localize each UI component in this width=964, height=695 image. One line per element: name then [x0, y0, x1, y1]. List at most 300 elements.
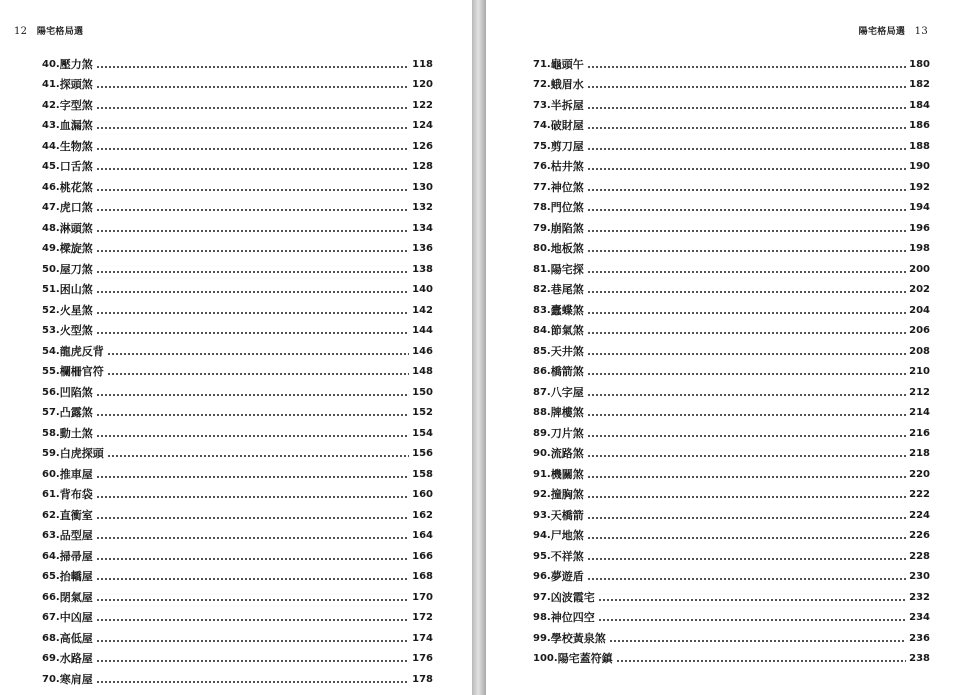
- toc-entry-title: 陽宅探: [550, 262, 584, 276]
- toc-entry-number: 46.: [42, 181, 60, 193]
- toc-entry-page: 138: [412, 263, 433, 275]
- toc-entry: [42, 625, 433, 646]
- dot-leader: [96, 147, 409, 151]
- toc-entry: [42, 605, 433, 626]
- toc-entry-title: 虎口煞: [59, 201, 93, 214]
- dot-leader: [96, 208, 409, 212]
- toc-entry: [42, 482, 433, 503]
- toc-entry: [533, 297, 930, 318]
- toc-entry-number: 72.: [533, 79, 551, 90]
- toc-entry-page: 130: [412, 181, 433, 193]
- toc-entry-title: 動土煞: [59, 426, 93, 440]
- toc-entry-title: 地板煞: [550, 242, 584, 255]
- toc-entry-page: 202: [909, 284, 930, 295]
- dot-leader: [598, 618, 906, 622]
- dot-leader: [96, 577, 409, 581]
- toc-entry: [42, 236, 433, 257]
- dot-leader: [587, 393, 906, 397]
- toc-entry-number: 62.: [42, 509, 60, 521]
- toc-entry-number: 66.: [42, 591, 60, 603]
- toc-entry-page: 162: [412, 509, 433, 521]
- toc-entry: [533, 625, 930, 646]
- toc-entry-number: 79.: [533, 222, 551, 234]
- toc-entry-number: 96.: [533, 571, 551, 582]
- toc-entry-number: 43.: [42, 120, 60, 131]
- toc-entry: [42, 420, 433, 441]
- toc-entry-page: 122: [412, 99, 433, 111]
- toc-entry-number: 58.: [42, 427, 60, 439]
- toc-entry: [42, 277, 433, 298]
- toc-entry: [42, 646, 433, 667]
- dot-leader: [96, 126, 409, 130]
- dot-leader: [96, 65, 409, 69]
- toc-entry-page: 198: [909, 243, 930, 254]
- toc-entry-number: 86.: [533, 366, 551, 377]
- dot-leader: [107, 352, 409, 356]
- toc-entry-title: 巷尾煞: [550, 283, 584, 296]
- toc-entry-number: 63.: [42, 530, 60, 541]
- toc-entry: [533, 359, 930, 380]
- toc-entry-page: 140: [412, 284, 433, 295]
- toc-entry-title: 閉氣屋: [59, 590, 93, 604]
- toc-entry-title: 崩陷煞: [550, 221, 584, 235]
- toc-entry-number: 80.: [533, 243, 551, 254]
- toc-entry-number: 74.: [533, 120, 551, 131]
- dot-leader: [96, 618, 409, 622]
- toc-entry-number: 68.: [42, 632, 60, 644]
- toc-entry-page: 156: [412, 448, 433, 459]
- toc-entry: [533, 400, 930, 421]
- toc-entry-number: 71.: [533, 58, 551, 70]
- toc-entry-page: 196: [909, 222, 930, 234]
- toc-entry-title: 尸地煞: [550, 529, 584, 542]
- toc-entry-title: 橋箭煞: [550, 365, 584, 378]
- toc-entry-page: 194: [909, 202, 930, 213]
- toc-entry-title: 背布袋: [59, 488, 93, 501]
- toc-entry-number: 55.: [42, 366, 60, 377]
- toc-entry-number: 92.: [533, 489, 551, 500]
- dot-leader: [587, 413, 906, 417]
- toc-entry-page: 154: [412, 427, 433, 439]
- right-page-number: 13: [914, 26, 928, 37]
- dot-leader: [587, 536, 906, 540]
- toc-entry-page: 172: [412, 612, 433, 623]
- dot-leader: [96, 413, 409, 417]
- toc-entry: [42, 666, 433, 687]
- toc-entry: [42, 379, 433, 400]
- toc-entry-page: 192: [909, 181, 930, 193]
- dot-leader: [96, 106, 409, 110]
- toc-entry-page: 174: [412, 632, 433, 644]
- toc-entry-page: 128: [412, 161, 433, 172]
- toc-entry: [533, 277, 930, 298]
- dot-leader: [587, 147, 906, 151]
- toc-entry-number: 78.: [533, 202, 551, 213]
- toc-entry: [42, 195, 433, 216]
- dot-leader: [96, 475, 409, 479]
- toc-entry: [42, 318, 433, 339]
- dot-leader: [96, 188, 409, 192]
- toc-entry-page: 234: [909, 612, 930, 623]
- toc-entry: [533, 72, 930, 93]
- left-running-title: 陽宅格局選: [36, 27, 84, 37]
- toc-entry: [42, 461, 433, 482]
- toc-entry: [533, 113, 930, 134]
- toc-entry-title: 蛾眉水: [550, 78, 584, 91]
- toc-entry: [533, 420, 930, 441]
- toc-entry-number: 53.: [42, 325, 60, 336]
- toc-entry: [533, 646, 930, 667]
- toc-entry-title: 抬轎屋: [59, 570, 93, 583]
- left-page-header: [14, 26, 89, 38]
- dot-leader: [96, 536, 409, 540]
- toc-entry-number: 69.: [42, 653, 60, 664]
- dot-leader: [96, 85, 409, 89]
- toc-entry-number: 89.: [533, 427, 551, 439]
- toc-entry-page: 188: [909, 140, 930, 152]
- toc-entry-title: 牌樓煞: [550, 406, 584, 419]
- toc-entry-page: 238: [909, 653, 930, 664]
- toc-entry-title: 水路屋: [59, 652, 93, 665]
- toc-entry-number: 100.: [533, 653, 558, 664]
- toc-entry-title: 凶波霞宅: [550, 590, 595, 604]
- toc-entry-page: 134: [412, 222, 433, 234]
- dot-leader: [96, 659, 409, 663]
- toc-entry-number: 65.: [42, 571, 60, 582]
- toc-entry-number: 70.: [42, 673, 60, 685]
- book-gutter: [472, 0, 486, 695]
- toc-entry-number: 91.: [533, 468, 551, 480]
- toc-entry-title: 血漏煞: [59, 119, 93, 132]
- toc-entry-number: 60.: [42, 468, 60, 480]
- dot-leader: [616, 659, 906, 663]
- toc-entry-page: 210: [909, 366, 930, 377]
- toc-entry-title: 門位煞: [550, 201, 584, 214]
- toc-entry-page: 132: [412, 202, 433, 213]
- toc-entry-page: 142: [412, 304, 433, 316]
- toc-entry-number: 83.: [533, 304, 551, 316]
- toc-entry-title: 天井煞: [550, 344, 584, 358]
- toc-entry: [533, 441, 930, 462]
- toc-entry-number: 64.: [42, 550, 60, 562]
- toc-entry: [533, 543, 930, 564]
- toc-entry-title: 八字屋: [550, 385, 584, 399]
- toc-entry: [533, 523, 930, 544]
- dot-leader: [587, 270, 906, 274]
- toc-entry: [533, 318, 930, 339]
- toc-entry-number: 99.: [533, 632, 551, 644]
- toc-entry-number: 85.: [533, 345, 551, 357]
- toc-entry-page: 204: [909, 304, 930, 316]
- dot-leader: [587, 352, 906, 356]
- toc-entry-title: 學校黃泉煞: [550, 631, 606, 645]
- toc-entry-title: 龜頭午: [550, 57, 584, 71]
- toc-entry: [42, 256, 433, 277]
- toc-entry-title: 口舌煞: [59, 160, 93, 173]
- dot-leader: [587, 229, 906, 233]
- toc-entry-title: 中凶屋: [59, 611, 93, 624]
- toc-entry-title: 神位煞: [550, 180, 584, 194]
- toc-entry-page: 184: [909, 99, 930, 111]
- toc-entry-number: 90.: [533, 448, 551, 459]
- toc-entry-page: 152: [412, 407, 433, 418]
- toc-entry-number: 48.: [42, 222, 60, 234]
- toc-entry: [533, 338, 930, 359]
- toc-entry-page: 222: [909, 489, 930, 500]
- dot-leader: [587, 126, 906, 130]
- toc-entry-number: 52.: [42, 304, 60, 316]
- dot-leader: [96, 516, 409, 520]
- right-page: [486, 0, 964, 695]
- toc-entry-title: 撞胸煞: [550, 488, 584, 501]
- dot-leader: [96, 393, 409, 397]
- toc-entry-title: 生物煞: [59, 139, 93, 153]
- toc-entry-page: 144: [412, 325, 433, 336]
- dot-leader: [96, 249, 409, 253]
- right-page-header: [853, 26, 928, 38]
- dot-leader: [96, 290, 409, 294]
- toc-entry-page: 160: [412, 489, 433, 500]
- toc-entry: [533, 236, 930, 257]
- toc-entry-number: 47.: [42, 202, 60, 213]
- toc-entry-title: 屋刀煞: [59, 262, 93, 276]
- toc-entry-number: 57.: [42, 407, 60, 418]
- toc-entry: [42, 215, 433, 236]
- toc-entry-number: 97.: [533, 591, 551, 603]
- toc-entry: [42, 523, 433, 544]
- dot-leader: [96, 598, 409, 602]
- toc-entry-page: 216: [909, 427, 930, 439]
- dot-leader: [587, 249, 906, 253]
- toc-entry: [42, 584, 433, 605]
- toc-entry: [533, 195, 930, 216]
- dot-leader: [587, 454, 906, 458]
- dot-leader: [96, 167, 409, 171]
- toc-entry-number: 98.: [533, 612, 551, 623]
- toc-entry-title: 推車屋: [59, 467, 93, 481]
- toc-entry-number: 75.: [533, 140, 551, 152]
- dot-leader: [96, 495, 409, 499]
- dot-leader: [96, 331, 409, 335]
- toc-entry-page: 158: [412, 468, 433, 480]
- toc-entry-page: 168: [412, 571, 433, 582]
- toc-entry-page: 236: [909, 632, 930, 644]
- toc-entry-page: 190: [909, 161, 930, 172]
- toc-entry-page: 176: [412, 653, 433, 664]
- toc-entry: [533, 51, 930, 72]
- toc-entry-title: 字型煞: [59, 98, 93, 112]
- toc-entry: [533, 502, 930, 523]
- toc-entry-number: 67.: [42, 612, 60, 623]
- dot-leader: [587, 167, 906, 171]
- toc-entry-number: 61.: [42, 489, 60, 500]
- left-page: [0, 0, 472, 695]
- right-toc-list: [533, 51, 930, 666]
- dot-leader: [107, 454, 409, 458]
- toc-entry-number: 59.: [42, 448, 60, 459]
- right-running-title: 陽宅格局選: [858, 27, 906, 37]
- dot-leader: [587, 208, 906, 212]
- toc-entry: [533, 461, 930, 482]
- dot-leader: [598, 598, 906, 602]
- toc-entry-title: 火星煞: [59, 303, 93, 317]
- toc-entry: [42, 72, 433, 93]
- dot-leader: [587, 516, 906, 520]
- toc-entry-title: 凹陷煞: [59, 385, 93, 399]
- toc-entry-page: 126: [412, 140, 433, 152]
- toc-entry-title: 淋頭煞: [59, 221, 93, 235]
- toc-entry: [42, 543, 433, 564]
- toc-entry-title: 寒肩屋: [59, 672, 93, 686]
- toc-entry: [42, 502, 433, 523]
- toc-entry: [42, 400, 433, 421]
- left-toc-list: [42, 51, 433, 687]
- toc-entry-title: 高低屋: [59, 631, 93, 645]
- toc-entry: [533, 154, 930, 175]
- toc-entry-number: 40.: [42, 58, 60, 70]
- toc-entry-number: 88.: [533, 407, 551, 418]
- toc-entry: [42, 359, 433, 380]
- dot-leader: [107, 372, 409, 376]
- toc-entry-title: 龍虎反背: [59, 344, 104, 358]
- dot-leader: [587, 331, 906, 335]
- toc-entry-page: 230: [909, 571, 930, 582]
- dot-leader: [96, 680, 409, 684]
- toc-entry-number: 95.: [533, 550, 551, 562]
- toc-entry: [42, 174, 433, 195]
- toc-entry-title: 刀片煞: [550, 426, 584, 440]
- toc-entry-number: 93.: [533, 509, 551, 521]
- toc-entry-page: 124: [412, 120, 433, 131]
- toc-entry-page: 224: [909, 509, 930, 521]
- toc-entry: [42, 338, 433, 359]
- toc-entry-number: 45.: [42, 161, 60, 172]
- dot-leader: [587, 557, 906, 561]
- toc-entry: [533, 605, 930, 626]
- toc-entry-title: 直衝室: [59, 508, 93, 522]
- toc-entry-title: 凸露煞: [59, 406, 93, 419]
- dot-leader: [96, 270, 409, 274]
- toc-entry-title: 品型屋: [59, 529, 93, 542]
- toc-entry-number: 76.: [533, 161, 551, 172]
- left-page-number: 12: [14, 26, 28, 37]
- toc-entry-title: 蠹蝶煞: [550, 303, 584, 317]
- toc-entry: [533, 256, 930, 277]
- toc-entry: [533, 174, 930, 195]
- dot-leader: [587, 85, 906, 89]
- toc-entry-page: 178: [412, 673, 433, 685]
- toc-entry-title: 神位四空: [550, 611, 595, 624]
- toc-entry-page: 186: [909, 120, 930, 131]
- toc-entry-title: 半拆屋: [550, 98, 584, 112]
- toc-entry-page: 170: [412, 591, 433, 603]
- toc-entry: [533, 564, 930, 585]
- toc-entry-title: 枯井煞: [550, 160, 584, 173]
- toc-entry-page: 206: [909, 325, 930, 336]
- toc-entry-title: 流路煞: [550, 447, 584, 460]
- toc-entry-title: 剪刀屋: [550, 139, 584, 153]
- toc-entry-title: 節氣煞: [550, 324, 584, 337]
- dot-leader: [96, 434, 409, 438]
- dot-leader: [96, 639, 409, 643]
- toc-entry: [533, 133, 930, 154]
- dot-leader: [587, 577, 906, 581]
- toc-entry: [533, 482, 930, 503]
- toc-entry-number: 54.: [42, 345, 60, 357]
- toc-entry: [42, 154, 433, 175]
- toc-entry-page: 148: [412, 366, 433, 377]
- toc-entry-number: 50.: [42, 263, 60, 275]
- dot-leader: [587, 65, 906, 69]
- toc-entry-page: 208: [909, 345, 930, 357]
- toc-entry-title: 樑旋煞: [59, 242, 93, 255]
- toc-entry: [533, 92, 930, 113]
- toc-entry: [533, 584, 930, 605]
- toc-entry-page: 180: [909, 58, 930, 70]
- toc-entry-title: 掃帚屋: [59, 549, 93, 563]
- toc-entry-page: 226: [909, 530, 930, 541]
- dot-leader: [96, 229, 409, 233]
- toc-entry-title: 桃花煞: [59, 180, 93, 194]
- toc-entry: [42, 133, 433, 154]
- dot-leader: [587, 495, 906, 499]
- toc-entry: [42, 51, 433, 72]
- toc-entry-number: 56.: [42, 386, 60, 398]
- toc-entry: [42, 92, 433, 113]
- dot-leader: [587, 434, 906, 438]
- toc-entry-number: 49.: [42, 243, 60, 254]
- toc-entry-title: 機關煞: [550, 467, 584, 481]
- toc-entry-page: 220: [909, 468, 930, 480]
- toc-entry-number: 41.: [42, 79, 60, 90]
- toc-entry: [533, 379, 930, 400]
- toc-entry-number: 77.: [533, 181, 551, 193]
- toc-entry-title: 壓力煞: [59, 57, 93, 71]
- toc-entry: [42, 564, 433, 585]
- toc-entry-number: 94.: [533, 530, 551, 541]
- toc-entry-page: 228: [909, 550, 930, 562]
- toc-entry-page: 232: [909, 591, 930, 603]
- toc-entry-page: 146: [412, 345, 433, 357]
- toc-entry: [42, 297, 433, 318]
- dot-leader: [587, 188, 906, 192]
- dot-leader: [96, 557, 409, 561]
- toc-entry-title: 白虎探頭: [59, 447, 104, 460]
- toc-entry-number: 82.: [533, 284, 551, 295]
- dot-leader: [609, 639, 906, 643]
- toc-entry-number: 51.: [42, 284, 60, 295]
- toc-entry-number: 87.: [533, 386, 551, 398]
- toc-entry-page: 200: [909, 263, 930, 275]
- toc-entry: [42, 113, 433, 134]
- toc-entry-page: 150: [412, 386, 433, 398]
- toc-entry-page: 164: [412, 530, 433, 541]
- toc-entry-page: 212: [909, 386, 930, 398]
- dot-leader: [587, 372, 906, 376]
- toc-entry-title: 破財屋: [550, 119, 584, 132]
- toc-entry: [42, 441, 433, 462]
- toc-entry-title: 夢遊盾: [550, 570, 584, 583]
- toc-entry-page: 118: [412, 58, 433, 70]
- toc-entry-page: 214: [909, 407, 930, 418]
- toc-entry-title: 欄柵官符: [59, 365, 104, 378]
- toc-entry-page: 166: [412, 550, 433, 562]
- dot-leader: [587, 106, 906, 110]
- toc-entry: [533, 215, 930, 236]
- toc-entry-number: 84.: [533, 325, 551, 336]
- toc-entry-page: 182: [909, 79, 930, 90]
- dot-leader: [587, 311, 906, 315]
